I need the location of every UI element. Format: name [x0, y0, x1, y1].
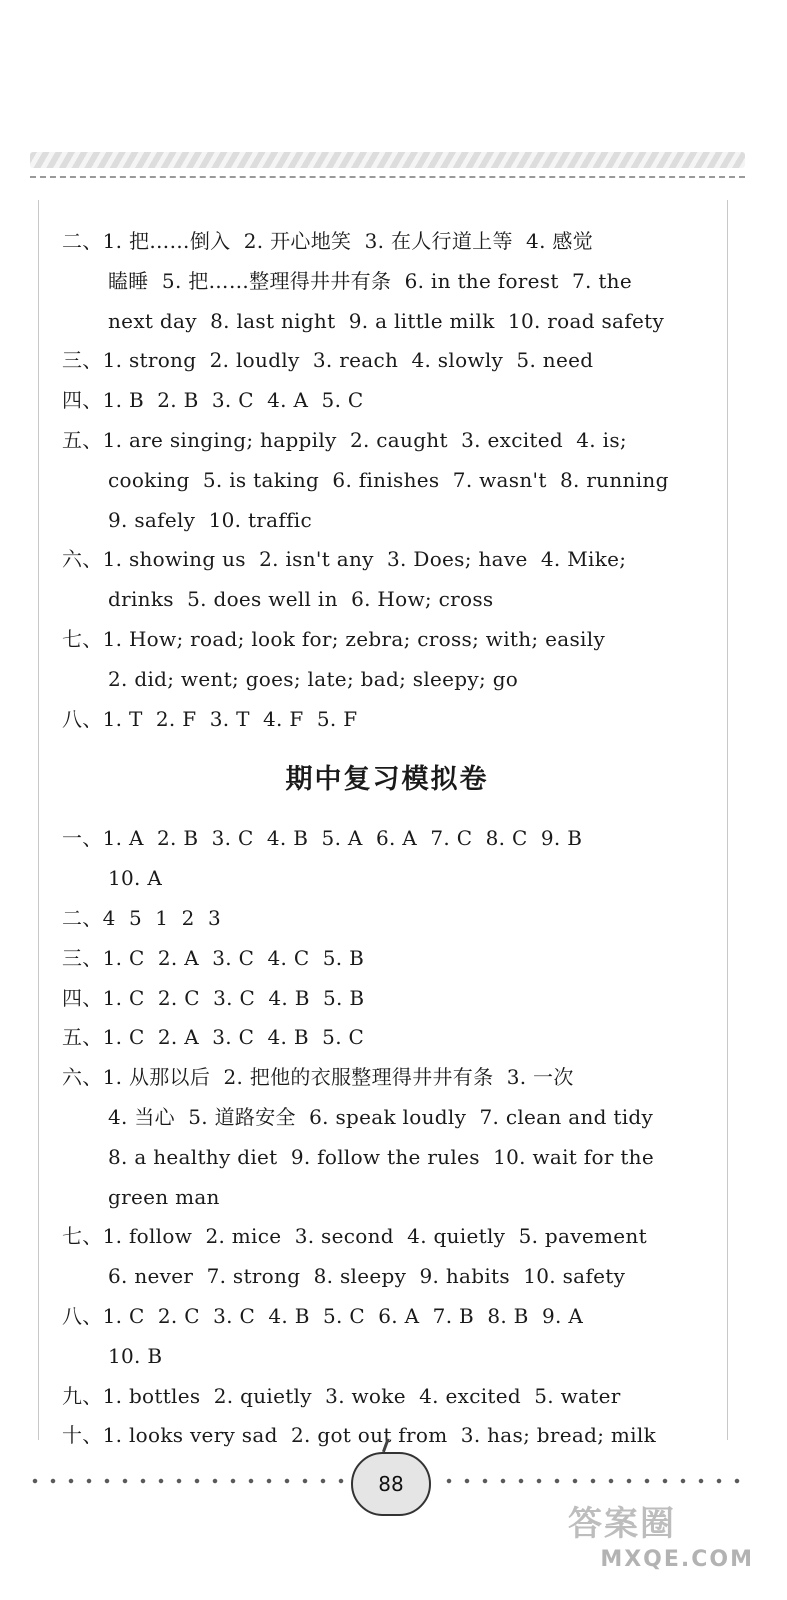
answer-line: 八、1. C 2. C 3. C 4. B 5. C 6. A 7. B 8. B 9. A: [62, 1303, 584, 1328]
blank-top-area: [0, 0, 787, 150]
answers-top-list: [62, 222, 712, 739]
answer-line: 六、1. 从那以后 2. 把他的衣服整理得井井有条 3. 一次: [62, 1065, 574, 1090]
answer-line: 10. B: [108, 1343, 163, 1368]
decorative-header-strip: [30, 152, 745, 168]
page-frame-right: [727, 200, 728, 1440]
answer-line: 八、1. T 2. F 3. T 4. F 5. F: [62, 706, 358, 731]
watermark: [568, 1496, 768, 1588]
answer-line: 五、1. C 2. A 3. C 4. B 5. C: [62, 1025, 365, 1050]
answer-line: 二、1. 把……倒入 2. 开心地笑 3. 在人行道上等 4. 感觉: [62, 229, 594, 253]
answer-content: [62, 222, 712, 1456]
watermark-url: MXQE.COM: [600, 1547, 754, 1572]
answer-line: 四、1. B 2. B 3. C 4. A 5. C: [62, 388, 364, 413]
footer-dots-left: [26, 1476, 346, 1486]
answer-line: next day 8. last night 9. a little milk 10. road safety: [108, 308, 665, 333]
header-dashed-divider: [30, 176, 745, 178]
page-number-badge: [351, 1452, 431, 1516]
answer-line: 9. safely 10. traffic: [108, 507, 312, 532]
answer-line: drinks 5. does well in 6. How; cross: [108, 587, 494, 612]
page-number: 88: [378, 1472, 404, 1496]
answer-line: 一、1. A 2. B 3. C 4. B 5. A 6. A 7. C 8. C 9. B: [62, 826, 583, 851]
answer-line: cooking 5. is taking 6. finishes 7. wasn't 8. running: [108, 467, 669, 492]
answer-line: 三、1. C 2. A 3. C 4. C 5. B: [62, 945, 365, 970]
answer-line: 九、1. bottles 2. quietly 3. woke 4. excited 5. water: [62, 1383, 621, 1408]
footer-dots-right: [440, 1476, 740, 1486]
answer-line: 七、1. How; road; look for; zebra; cross; with; easily: [62, 626, 606, 651]
answer-line: 10. A: [108, 866, 163, 891]
watermark-logo: 答案圈: [568, 1504, 676, 1544]
answers-bottom-list: [62, 819, 712, 1456]
answer-line: 四、1. C 2. C 3. C 4. B 5. B: [62, 985, 365, 1010]
answer-line: 三、1. strong 2. loudly 3. reach 4. slowly 5. need: [62, 348, 594, 373]
answer-line: 瞌睡 5. 把……整理得井井有条 6. in the forest 7. the: [108, 268, 633, 293]
answer-line: 2. did; went; goes; late; bad; sleepy; go: [108, 666, 519, 691]
answer-line: 8. a healthy diet 9. follow the rules 10. wait for the: [108, 1144, 654, 1169]
answer-line: 6. never 7. strong 8. sleepy 9. habits 10. safety: [108, 1264, 626, 1289]
answer-line: 十、1. looks very sad 2. got out from 3. has; bread; milk: [62, 1423, 656, 1448]
page-frame-left: [38, 200, 39, 1440]
answer-line: 4. 当心 5. 道路安全 6. speak loudly 7. clean and tidy: [108, 1104, 654, 1129]
answer-line: 六、1. showing us 2. isn't any 3. Does; have 4. Mike;: [62, 547, 627, 572]
answer-line: 二、4 5 1 2 3: [62, 905, 221, 930]
answer-line: green man: [108, 1184, 220, 1209]
answer-line: 七、1. follow 2. mice 3. second 4. quietly 5. pavement: [62, 1224, 647, 1249]
section-title: 期中复习模拟卷: [285, 764, 489, 796]
answer-line: 五、1. are singing; happily 2. caught 3. excited 4. is;: [62, 427, 627, 452]
